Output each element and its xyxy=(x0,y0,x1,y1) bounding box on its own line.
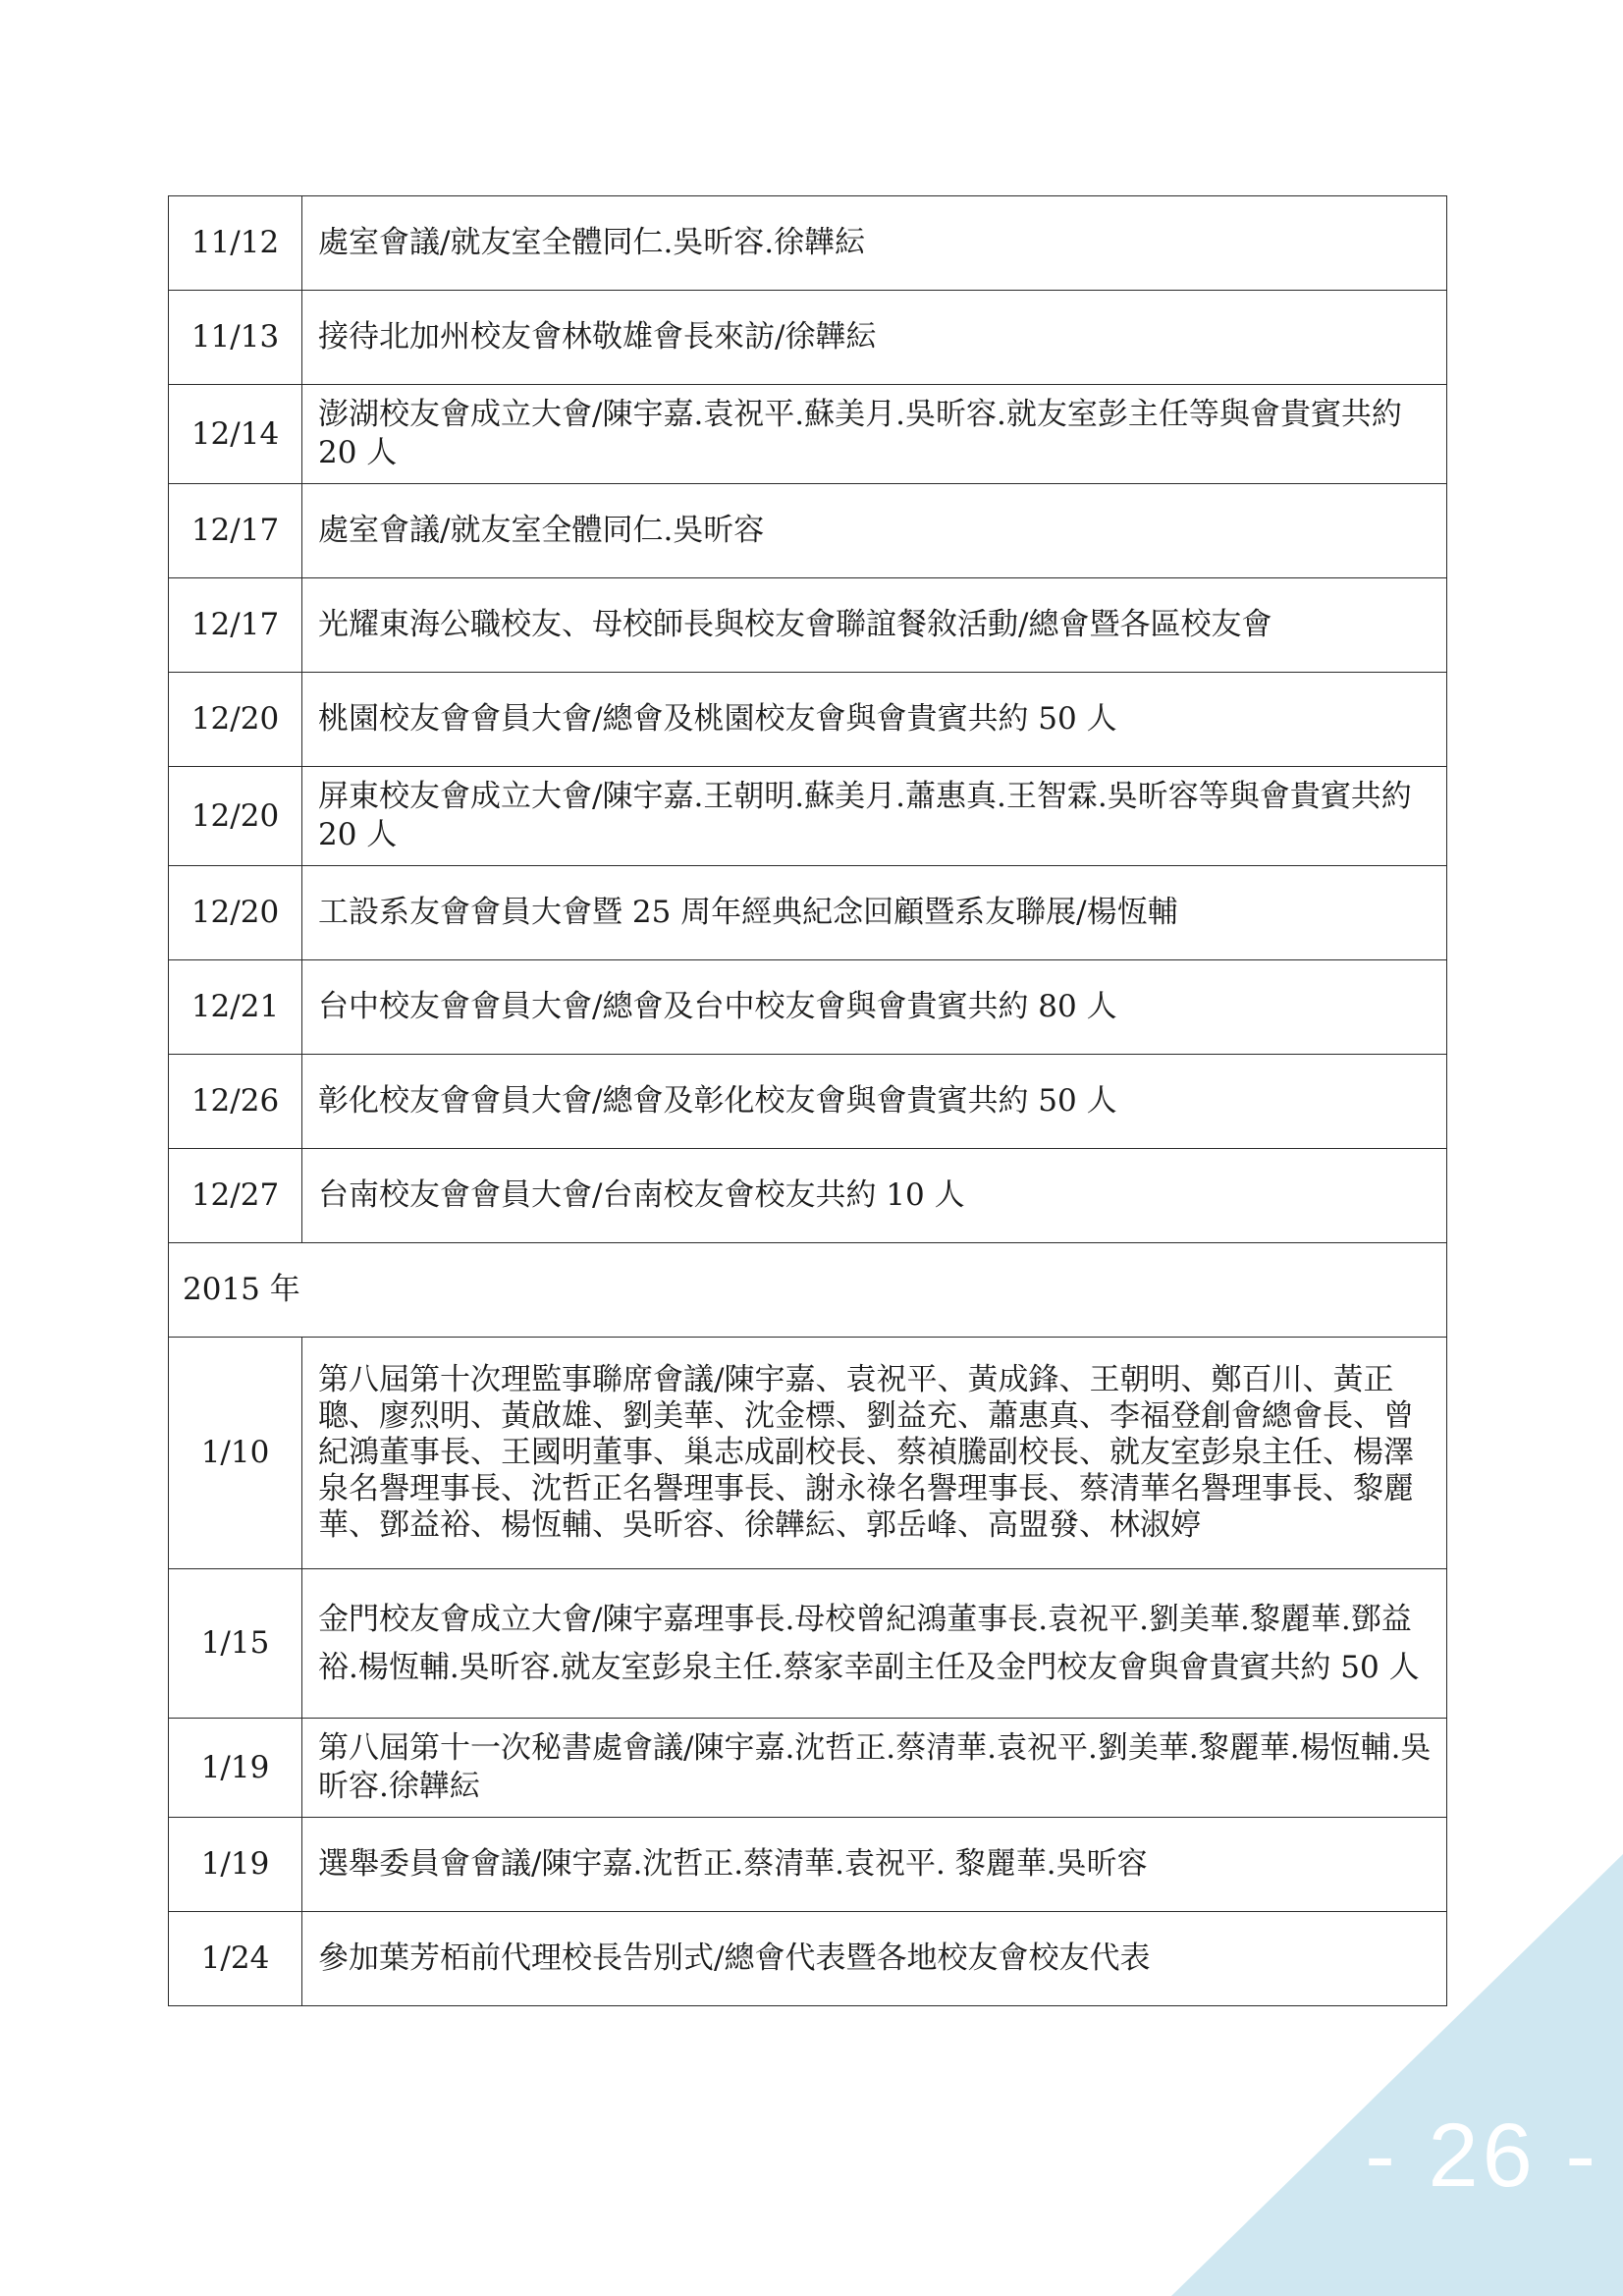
row-date: 1/19 xyxy=(169,1719,302,1818)
row-description: 處室會議/就友室全體同仁.吳昕容 xyxy=(302,484,1447,578)
table-row xyxy=(169,866,1447,960)
row-date: 12/26 xyxy=(169,1055,302,1149)
row-description: 參加葉芳栢前代理校長告別式/總會代表暨各地校友會校友代表 xyxy=(302,1912,1447,2006)
page-number: - 26 - xyxy=(1365,2105,1599,2206)
row-description: 第八屆第十次理監事聯席會議/陳宇嘉、袁祝平、黃成鋒、王朝明、鄭百川、黃正聰、廖烈明、黃啟雄、劉美華、沈金標、劉益充、蕭惠真、李福登創會總會長、曾紀鴻董事長、王國明董事、巢志成副校長、蔡禎騰副校長、就友室彭泉主任、楊澤泉名譽理事長、沈哲正名譽理事長、謝永祿名譽理事長、蔡清華名譽理事長、黎麗華、鄧益裕、楊恆輔、吳昕容、徐韡紜、郭岳峰、高盟發、林淑婷 xyxy=(302,1338,1447,1569)
row-date: 12/20 xyxy=(169,767,302,866)
row-description: 接待北加州校友會林敬雄會長來訪/徐韡紜 xyxy=(302,291,1447,385)
table-row xyxy=(169,484,1447,578)
table-row xyxy=(169,1569,1447,1719)
row-description: 台南校友會會員大會/台南校友會校友共約 10 人 xyxy=(302,1149,1447,1243)
row-date: 12/21 xyxy=(169,960,302,1055)
row-description: 桃園校友會會員大會/總會及桃園校友會與會貴賓共約 50 人 xyxy=(302,673,1447,767)
row-date: 12/17 xyxy=(169,578,302,673)
row-date: 12/20 xyxy=(169,866,302,960)
table-row xyxy=(169,1719,1447,1818)
row-description: 選舉委員會會議/陳宇嘉.沈哲正.蔡清華.袁祝平. 黎麗華.吳昕容 xyxy=(302,1818,1447,1912)
row-date: 11/13 xyxy=(169,291,302,385)
row-date: 1/15 xyxy=(169,1569,302,1719)
row-description: 處室會議/就友室全體同仁.吳昕容.徐韡紜 xyxy=(302,196,1447,291)
table-row xyxy=(169,1055,1447,1149)
activity-log-table xyxy=(168,195,1447,2006)
table-row xyxy=(169,291,1447,385)
table-row xyxy=(169,578,1447,673)
year-header: 2015 年 xyxy=(169,1243,1447,1338)
row-description: 第八屆第十一次秘書處會議/陳宇嘉.沈哲正.蔡清華.袁祝平.劉美華.黎麗華.楊恆輔.吳昕容.徐韡紜 xyxy=(302,1719,1447,1818)
row-description: 工設系友會會員大會暨 25 周年經典紀念回顧暨系友聯展/楊恆輔 xyxy=(302,866,1447,960)
table-row xyxy=(169,1818,1447,1912)
row-date: 1/24 xyxy=(169,1912,302,2006)
table-row xyxy=(169,673,1447,767)
row-date: 12/20 xyxy=(169,673,302,767)
row-description: 澎湖校友會成立大會/陳宇嘉.袁祝平.蘇美月.吳昕容.就友室彭主任等與會貴賓共約 20 人 xyxy=(302,385,1447,484)
row-description: 台中校友會會員大會/總會及台中校友會與會貴賓共約 80 人 xyxy=(302,960,1447,1055)
table-row xyxy=(169,960,1447,1055)
table-row xyxy=(169,385,1447,484)
row-date: 12/14 xyxy=(169,385,302,484)
table-row xyxy=(169,1338,1447,1569)
row-date: 12/27 xyxy=(169,1149,302,1243)
row-date: 1/10 xyxy=(169,1338,302,1569)
table-row xyxy=(169,1149,1447,1243)
row-description: 屏東校友會成立大會/陳宇嘉.王朝明.蘇美月.蕭惠真.王智霖.吳昕容等與會貴賓共約 20 人 xyxy=(302,767,1447,866)
row-date: 12/17 xyxy=(169,484,302,578)
table-row xyxy=(169,1912,1447,2006)
row-description: 光耀東海公職校友、母校師長與校友會聯誼餐敘活動/總會暨各區校友會 xyxy=(302,578,1447,673)
row-date: 1/19 xyxy=(169,1818,302,1912)
row-description: 金門校友會成立大會/陳宇嘉理事長.母校曾紀鴻董事長.袁祝平.劉美華.黎麗華.鄧益裕.楊恆輔.吳昕容.就友室彭泉主任.蔡家幸副主任及金門校友會與會貴賓共約 50 人 xyxy=(302,1569,1447,1719)
table-row xyxy=(169,767,1447,866)
table-row xyxy=(169,196,1447,291)
row-date: 11/12 xyxy=(169,196,302,291)
year-header-row xyxy=(169,1243,1447,1338)
row-description: 彰化校友會會員大會/總會及彰化校友會與會貴賓共約 50 人 xyxy=(302,1055,1447,1149)
